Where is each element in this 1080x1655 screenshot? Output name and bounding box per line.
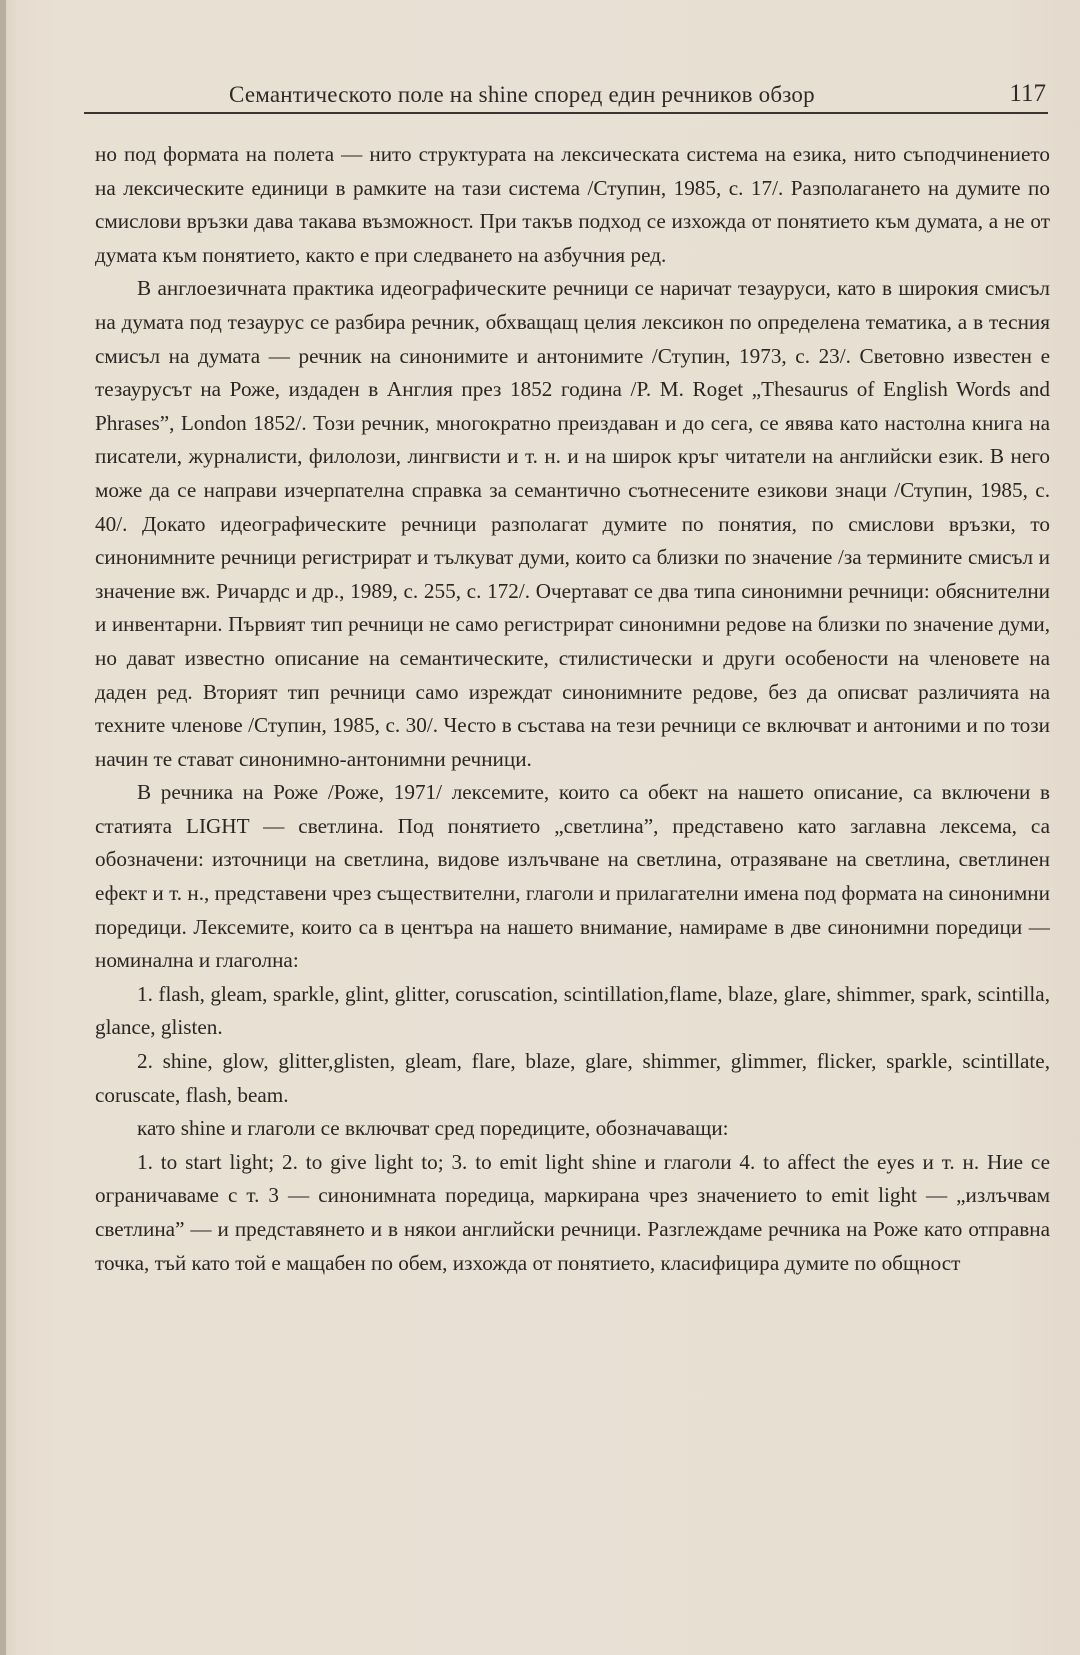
paragraph-roget-light: В речника на Роже /Роже, 1971/ лексемите, които са обект на нашето описание, са включени в статията LIGHT — светлина. Под понятието „светлина”, представено като заглавна лексема, са обозначени: източници на светлина, видове излъчване на светлина, отразяване на светлина, светлинен ефект и т. н., представени чрез съществителни, глаголи и прилагателни имена под формата на синонимни поредици. Лексемите, които са в центъра на нашето внимание, намираме в две синонимни поредици — номинална и глаголна:: [95, 780, 1050, 973]
paragraph-shine-intro: като shine и глаголи се включват сред поредиците, обозначаващи:: [137, 1116, 729, 1141]
running-header: [84, 78, 1048, 112]
page-number: 117: [1009, 80, 1046, 107]
running-header-title: Семантическото поле на shine според един речников обзор: [229, 82, 815, 107]
paragraph-continuation: но под формата на полета — нито структурата на лексическата система на езика, нито съподчинението на лексическите единици в рамките на тази система /Ступин, 1985, с. 17/. Разполагането на думите по смислови връзки дава такава възможност. При такъв подход се изхожда от понятието към думата, а не от думата към понятието, както е при следването на азбучния ред.: [95, 142, 1050, 267]
header-rule: [84, 112, 1048, 114]
paragraph-thesauri: В англоезичната практика идеографическите речници се наричат тезауруси, като в широкия смисъл на думата под тезаурус се разбира речник, обхващащ целия лексикон по определена тематика, а в тесния смисъл на думата — речник на синонимите и антонимите /Ступин, 1973, с. 23/. Световно известен е тезаурусът на Роже, издаден в Англия през 1852 година /P. M. Roget „Thesaurus of English Words and Phrases”, London 1852/. Този речник, многократно преиздаван и до сега, се явява като настолна книга на писатели, журналисти, филолози, лингвисти и т. н. и на широк кръг читатели на английски език. В него може да се направи изчерпателна справка за семантично съотнесените езикови знаци /Ступин, 1985, с. 40/. Докато идеографическите речници разполагат думите по понятия, по смислови връзки, то синонимните речници регистрират и тълкуват думи, които са близки по значение /за термините смисъл и значение вж. Ричардс и др., 1989, с. 255, с. 172/. Очертават се два типа синонимни речници: обяснителни и инвентарни. Първият тип речници не само регистрират синонимни редове на близки по значение думи, но дават известно описание на семантическите, стилистически и други особености на членовете на даден ред. Вторият тип речници само изреждат синонимните редове, без да описват различията на техните членове /Ступин, 1985, с. 30/. Често в състава на тези речници се включват и антоними и по този начин те стават синонимно-антонимни речници.: [95, 276, 1050, 771]
paragraph-emit-light: 1. to start light; 2. to give light to; 3. to emit light shine и глаголи 4. to affect the eyes и т. н. Ние се ограничаваме с т. 3 — синонимната поредица, маркирана чрез значението to emit light — „излъчвам светлина” — и представянето и в някои английски речници. Разглеждаме речника на Роже като отправна точка, тъй като той е мащабен по обем, изхожда от понятието, класифицира думите по общност: [95, 1149, 1050, 1275]
list-item-nominal: 1. flash, gleam, sparkle, glint, glitter, coruscation, scintillation,flame, blaze, glare, shimmer, spark, scintilla, glance, glisten.: [95, 981, 1050, 1040]
list-item-verbal: 2. shine, glow, glitter,glisten, gleam, flare, blaze, glare, shimmer, glimmer, flicker, sparkle, scintillate, coruscate, flash, beam.: [95, 1049, 1050, 1107]
page-gutter: [0, 0, 6, 1655]
body-text: [95, 138, 1050, 1280]
